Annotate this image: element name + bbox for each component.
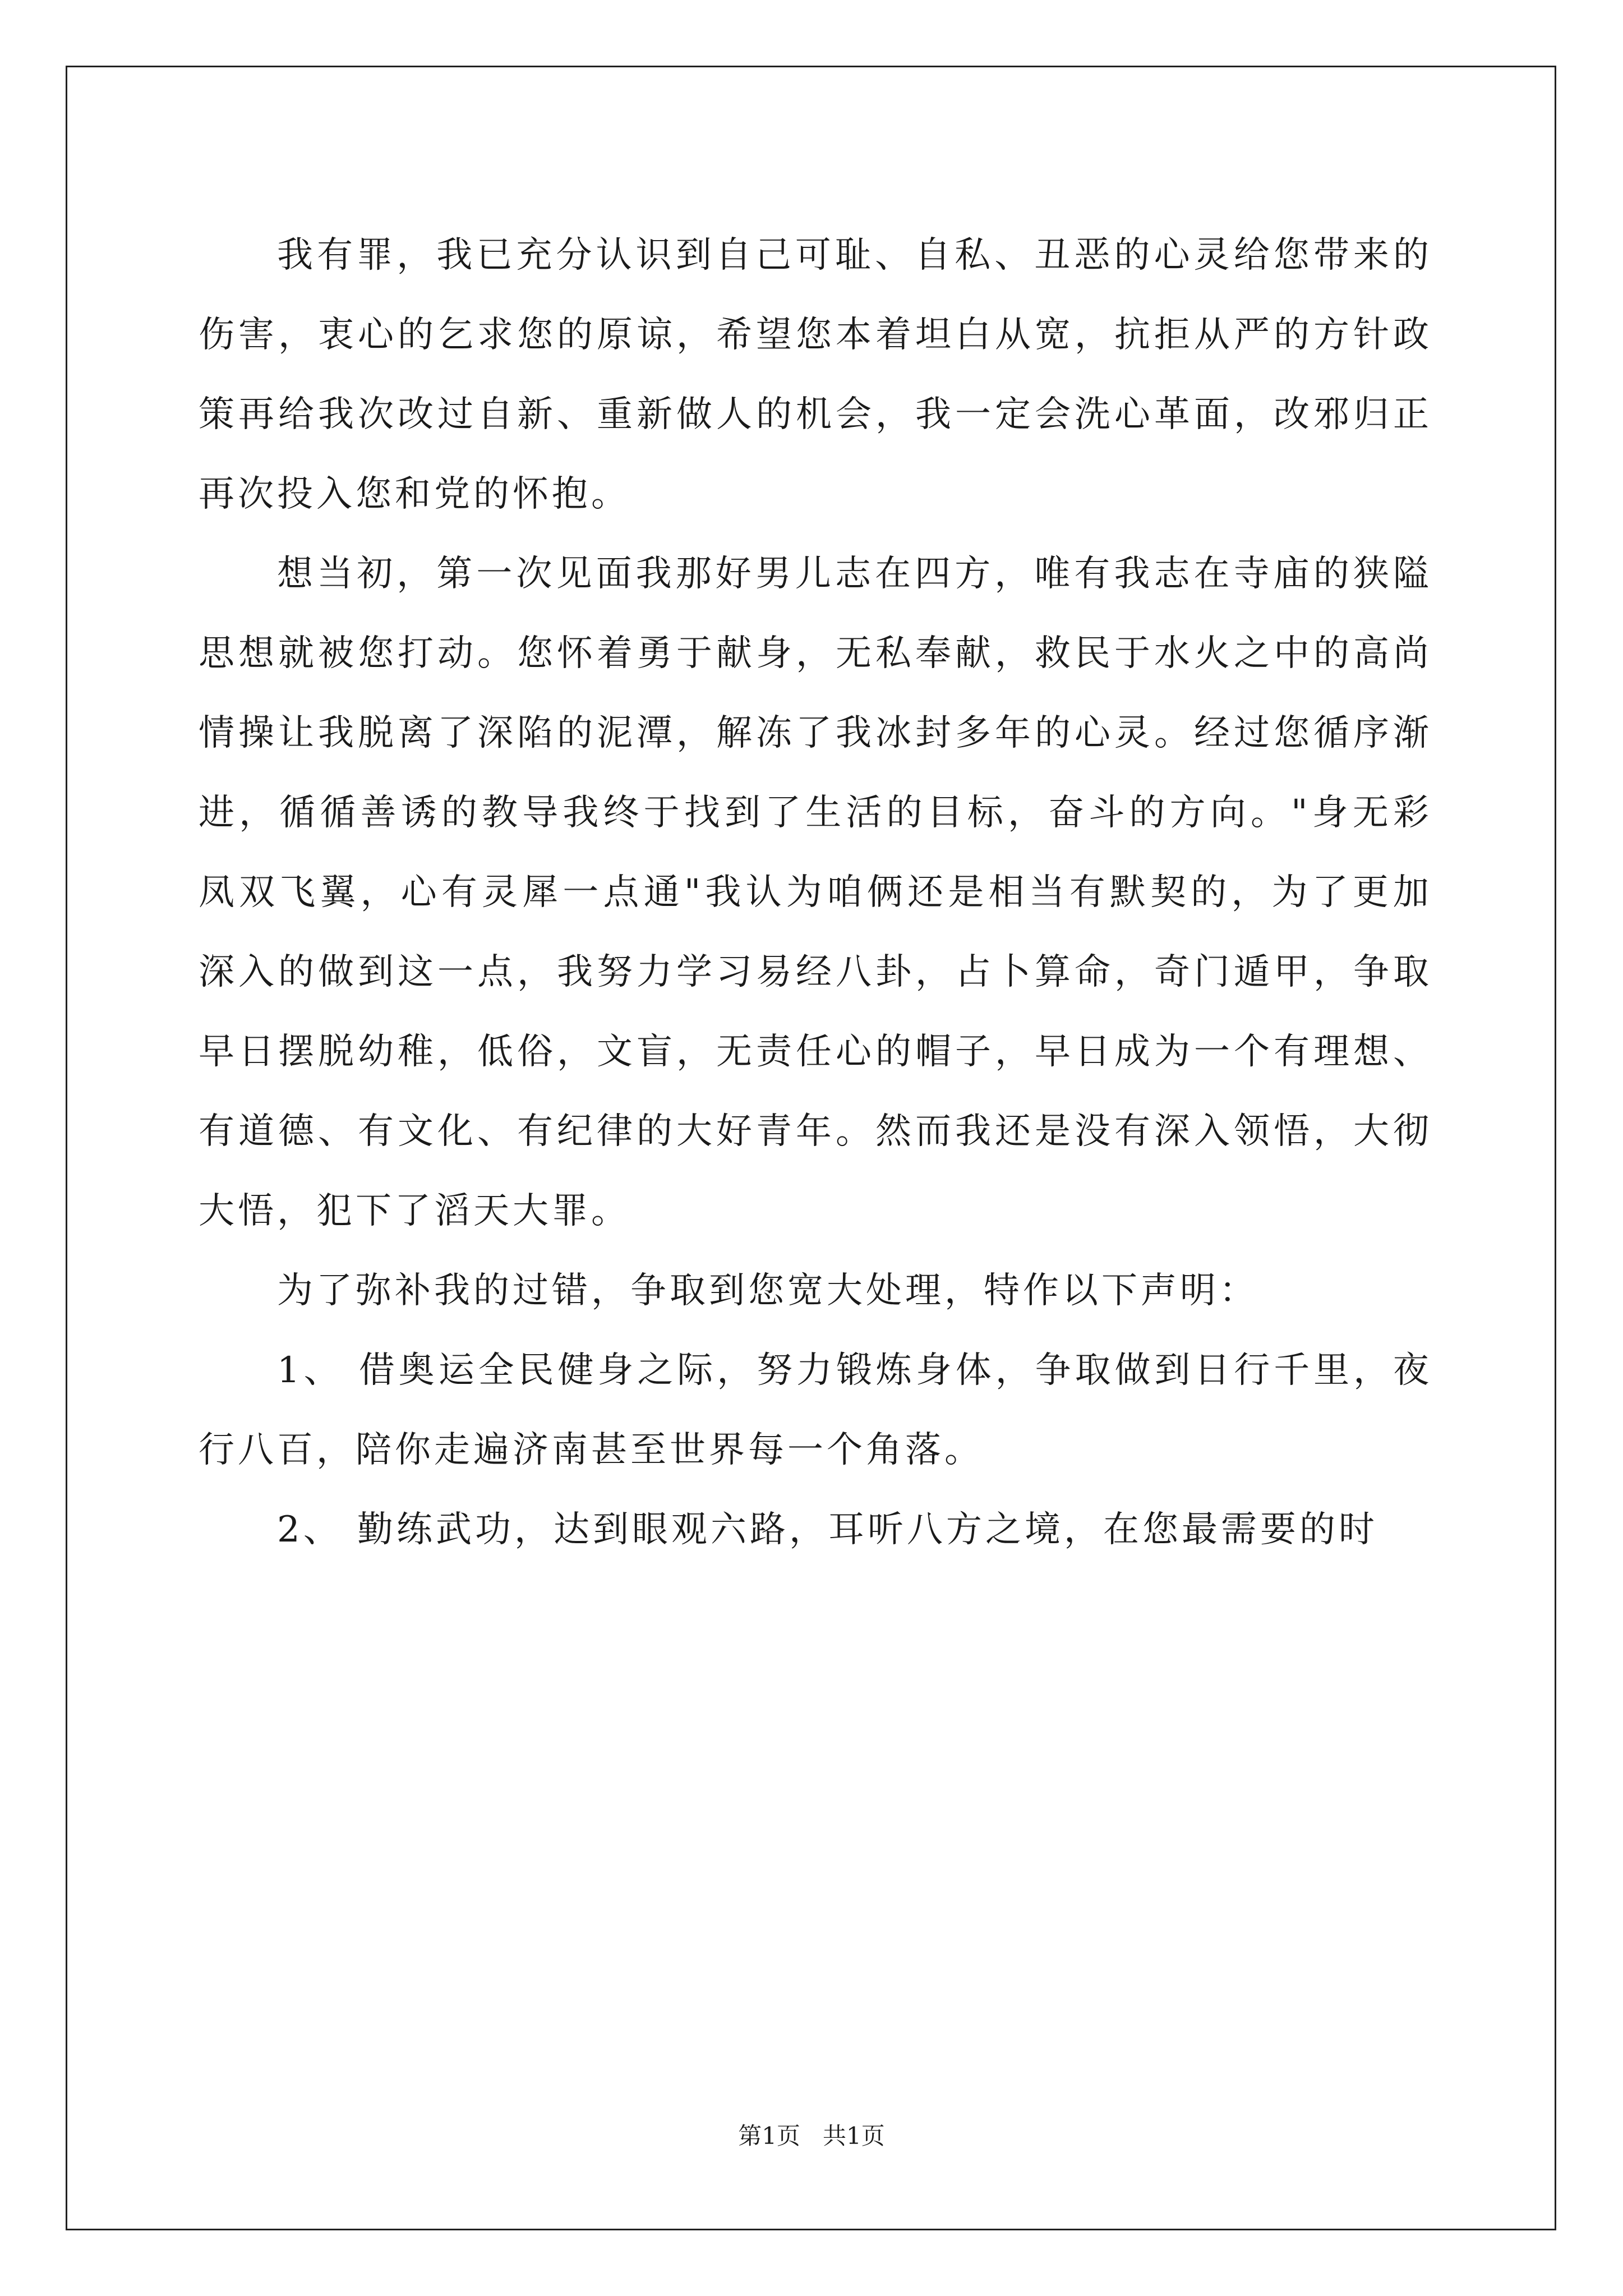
paragraph-recollection: 想当初，第一次见面我那好男儿志在四方，唯有我志在寺庙的狭隘思想就被您打动。您怀着勇于献身，无私奉献，救民于水火之中的高尚情操让我脱离了深陷的泥潭，解冻了我冰封多年的心灵。经过您循序渐进，循循善诱的教导我终于找到了生活的目标，奋斗的方向。"身无彩凤双飞翼，心有灵犀一点通"我认为咱俩还是相当有默契的，为了更加深入的做到这一点，我努力学习易经八卦，占卜算命，奇门遁甲，争取早日摆脱幼稚，低俗，文盲，无责任心的帽子，早日成为一个有理想、有道德、有文化、有纪律的大好青年。然而我还是没有深入领悟，大彻大悟，犯下了滔天大罪。 — [199, 553, 1432, 1232]
paragraph-declaration-intro: 为了弥补我的过错，争取到您宽大处理，特作以下声明： — [277, 1270, 1258, 1312]
document-body — [199, 215, 1432, 1570]
paragraph-confession: 我有罪，我已充分认识到自己可耻、自私、丑恶的心灵给您带来的伤害，衷心的乞求您的原谅，希望您本着坦白从宽，抗拒从严的方针政策再给我次改过自新、重新做人的机会，我一定会洗心革面，改邪归正再次投入您和党的怀抱。 — [199, 234, 1432, 515]
page-footer: 第1页 共1页 — [738, 2122, 885, 2150]
paragraph-item-2: 2、 勤练武功，达到眼观六路，耳听八方之境，在您最需要的时 — [277, 1509, 1378, 1550]
paragraph-item-1: 1、 借奥运全民健身之际，努力锻炼身体，争取做到日行千里，夜行八百，陪你走遍济南甚至世界每一个角落。 — [199, 1350, 1432, 1471]
